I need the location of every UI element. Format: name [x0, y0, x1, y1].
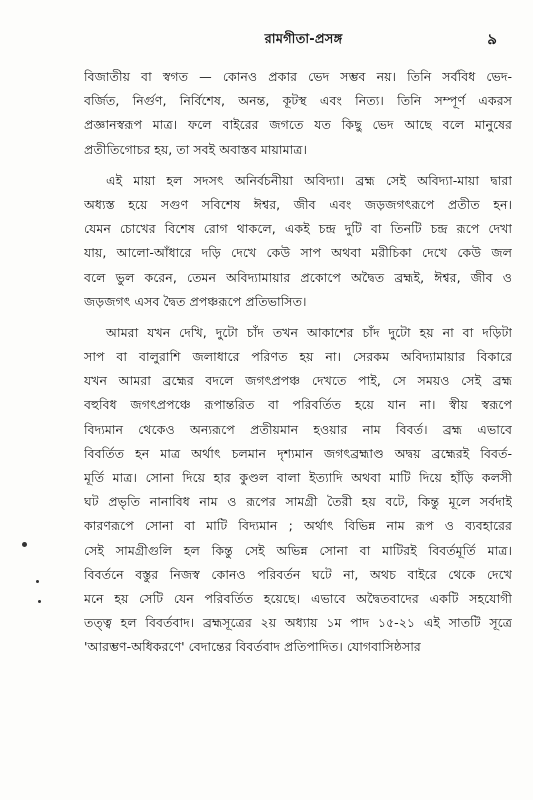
text-line: বহুবিধ জগৎপ্রপঞ্চে রূপান্তরিত বা পরিবর্তিত হয়ে যান না। স্বীয় স্বরূপে [84, 397, 512, 413]
text-line: মূর্তি মাত্র। সোনা দিয়ে হার কুণ্ডল বালা ইত্যাদি অথবা মাটি দিয়ে হাঁড়ি কলসী [84, 470, 512, 485]
text-line: প্রজ্ঞানস্বরূপ মাত্র। ফলে বাইরের জগতে যত কিছু ভেদ আছে বলে মানুষের [84, 117, 512, 133]
text-line: বলে ভুল করেন, তেমন অবিদ্যামায়ার প্রকোপে অদ্বৈত ব্রহ্মই, ঈশ্বর, জীব ও [84, 269, 512, 285]
running-title: রামগীতা-প্রসঙ্গ [264, 32, 343, 47]
text-line: সাপ বা বালুরাশি জলাধারে পরিণত হয় না। সেরকম অবিদ্যামায়ার বিকারে [84, 349, 512, 365]
text-line: অধ্যস্ত হয়ে সগুণ সবিশেষ ঈশ্বর, জীব এবং জড়জগৎরূপে প্রতীত হন। [84, 196, 512, 212]
body-text [84, 65, 512, 667]
margin-mark [22, 542, 27, 547]
text-line: এই মায়া হল সদসৎ অনির্বচনীয়া অবিদ্যা। ব্রহ্ম সেই অবিদ্যা-মায়া দ্বারা [106, 172, 512, 188]
margin-mark [36, 580, 39, 583]
running-header [96, 30, 511, 56]
text-line: মনে হয় সেটি যেন পরিবর্তিত হয়েছে। এভাবে অদ্বৈতবাদের একটি সহযোগী [84, 590, 512, 606]
text-line: প্রতীতিগোচর হয়, তা সবই অবাস্তব মায়ামাত্র। [84, 141, 307, 157]
text-line: বিবর্তনে বস্তুর নিজস্ব কোনও পরিবর্তন ঘটে না, অথচ বাইরে থেকে দেখে [84, 566, 512, 582]
paragraph [84, 65, 512, 162]
text-line: বিবর্তিত হন মাত্র অর্থাৎ চলমান দৃশ্যমান জগৎব্রহ্মাণ্ড অদ্বয় ব্রহ্মেরই বিবর্ত- [84, 445, 512, 461]
text-line: তত্ত্ব হল বিবর্তবাদ। ব্রহ্মসূত্রের ২য় অধ্যায় ১ম পাদ ১৫-২১ এই সাতটি সূত্রে [84, 615, 512, 631]
text-line: সেই সামগ্রীগুলি হল কিন্তু সেই অভিন্ন সোনা বা মাটিরই বিবর্তমূর্তি মাত্র। [84, 542, 512, 558]
paragraph [84, 169, 512, 314]
text-line: যখন আমরা ব্রহ্মের বদলে জগৎপ্রপঞ্চ দেখতে পাই, সে সময়ও সেই ব্রহ্ম [84, 373, 512, 389]
text-line: ঘট প্রভৃতি নানাবিধ নাম ও রূপের সামগ্রী তৈরী হয় বটে, কিন্তু মূলে সর্বদাই [84, 494, 512, 510]
text-line: যায়, আলো-আঁধারে দড়ি দেখে কেউ সাপ অথবা মরীচিকা দেখে কেউ জল [84, 245, 512, 261]
text-line: আমরা যখন দেখি, দুটো চাঁদ তখন আকাশের চাঁদ দুটো হয় না বা দড়িটা [106, 324, 512, 340]
margin-mark [38, 600, 41, 603]
text-line: 'আরম্ভণ-অধিকরণে' বেদান্তের বিবর্তবাদ প্রতিপাদিত। যোগবাসিষ্ঠসার [84, 639, 421, 655]
text-line: কারণরূপে সোনা বা মাটি বিদ্যমান ; অর্থাৎ বিভিন্ন নাম রূপ ও ব্যবহারের [84, 518, 512, 534]
text-line: বর্জিত, নির্গুণ, নির্বিশেষ, অনন্ত, কূটস্থ এবং নিত্য। তিনি সম্পূর্ণ একরস [84, 93, 512, 109]
text-line: বিদ্যমান থেকেও অন্যরূপে প্রতীয়মান হওয়ার নাম বিবর্ত। ব্রহ্ম এভাবে [84, 421, 512, 437]
page-number: ৯ [487, 30, 497, 48]
paragraph [84, 321, 512, 660]
text-line: যেমন চোখের বিশেষ রোগ থাকলে, একই চন্দ্র দুটি বা তিনটি চন্দ্র রূপে দেখা [84, 221, 512, 237]
text-line: বিজাতীয় বা স্বগত — কোনও প্রকার ভেদ সম্ভব নয়। তিনি সর্ববিধ ভেদ- [84, 69, 512, 84]
text-line: জড়জগৎ এসব দ্বৈত প্রপঞ্চরূপে প্রতিভাসিত। [84, 293, 307, 309]
